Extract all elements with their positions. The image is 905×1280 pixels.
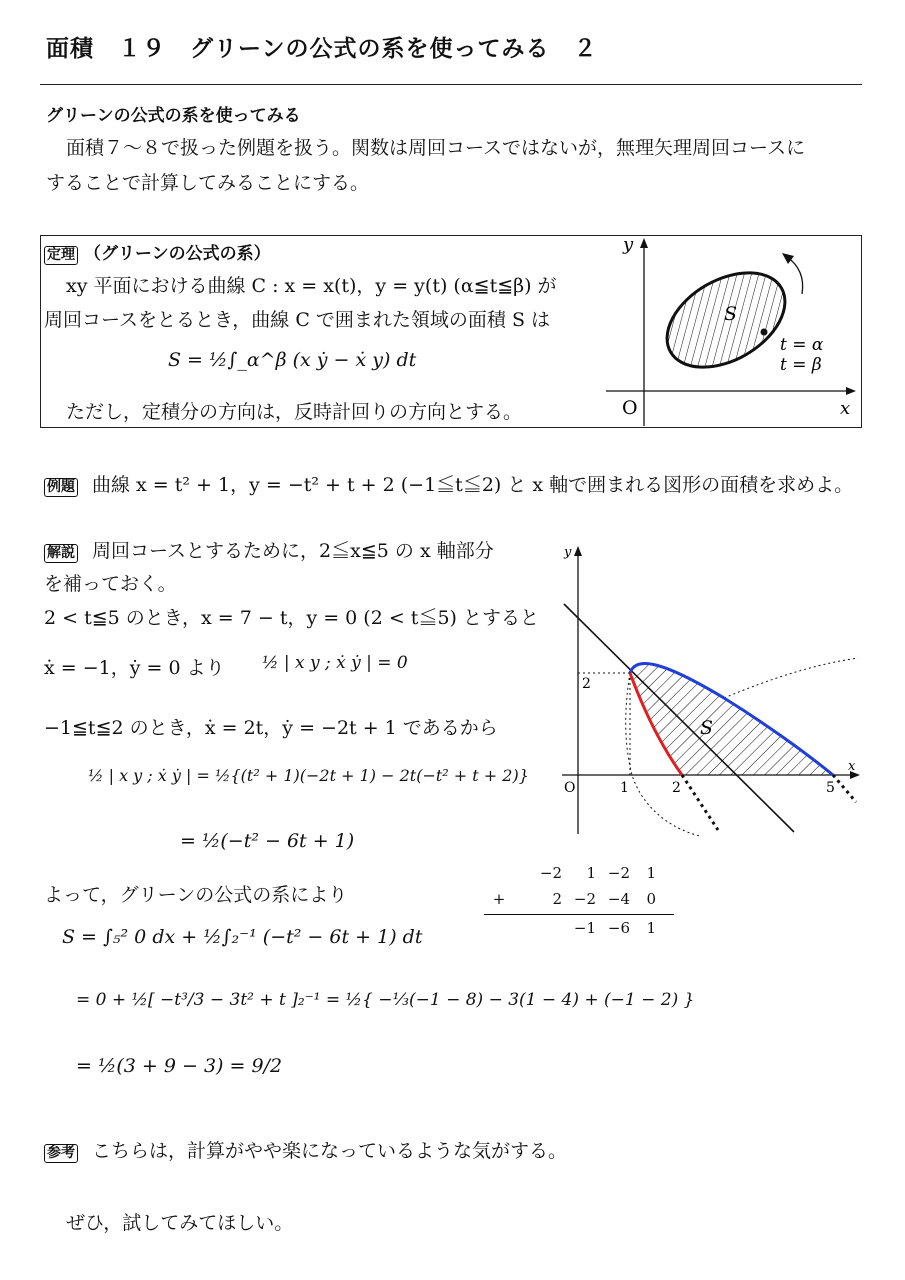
theorem-tag: 定理	[44, 246, 78, 265]
solution-tag: 解説	[44, 544, 78, 563]
fig-y-label: y	[623, 236, 634, 255]
theorem-header	[44, 239, 271, 265]
graph-dotted-extension-left	[682, 775, 718, 830]
intro-line-2: することで計算してみることにする。	[46, 172, 370, 194]
graph-y-tick-2: 2	[582, 676, 591, 692]
graph-y-arrow-icon	[574, 546, 582, 556]
graph-tick-5: 5	[826, 780, 835, 796]
note-text-2: ぜひ，試してみてほしい。	[66, 1212, 294, 1234]
fig-x-label: x	[840, 398, 851, 419]
theorem-line-2: 周回コースをとるとき，曲線 C で囲まれた領域の面積 S は	[44, 309, 551, 331]
solution-line-3: 2 < t≦5 のとき，x = 7 − t，y = 0 (2 < t≦5) とすると	[44, 607, 539, 629]
solution-line-2: を補っておく。	[44, 573, 177, 595]
solution-row	[44, 536, 494, 563]
solution-line-5: −1≦t≦2 のとき，ẋ = 2t，ẏ = −2t + 1 であるから	[44, 717, 498, 739]
title-divider	[40, 84, 862, 85]
graph-tick-2: 2	[672, 780, 681, 796]
note-tag: 参考	[44, 1144, 78, 1163]
note-row	[44, 1136, 567, 1163]
synthetic-division	[484, 860, 674, 941]
theorem-heading: （グリーンの公式の系）	[84, 244, 271, 264]
fig-x-arrow-icon	[846, 387, 856, 395]
graph-line	[564, 604, 794, 832]
theorem-formula: S = ½∫_α^β (x ẏ − ẋ y) dt	[168, 349, 417, 371]
graph-area-label: S	[700, 717, 714, 739]
theorem-line-3: ただし，定積分の方向は，反時計回りの方向とする。	[66, 401, 523, 423]
fig-origin-label: O	[622, 397, 638, 419]
section-heading: グリーンの公式の系を使ってみる	[46, 106, 301, 126]
fig-t-beta-label: t = β	[780, 355, 822, 375]
theorem-line-1: xy 平面における曲線 C : x = x(t)，y = y(t) (α≦t≦β) が	[66, 275, 557, 297]
note-text: こちらは，計算がやや楽になっているような気がする。	[92, 1140, 568, 1162]
graph-dotted-extension-right	[833, 775, 856, 802]
intro-line-1: 面積７～８で扱った例題を扱う。関数は周回コースではないが，無理矢理周回コースに	[66, 137, 806, 159]
solution-line-4: ẋ = −1，ẏ = 0 より	[44, 657, 225, 679]
synthetic-row-1: −2 1 −2 1	[539, 864, 656, 882]
example-row	[44, 470, 853, 497]
theorem-figure	[600, 236, 860, 428]
graph-shaded-region	[630, 663, 833, 775]
page-title: 面積 １９ グリーンの公式の系を使ってみる ２	[46, 36, 598, 62]
synthetic-row-2: + 2 −2 −4 0	[492, 890, 656, 908]
fig-rotation-arrow-icon	[782, 253, 794, 264]
graph-tick-1: 1	[620, 780, 629, 796]
solution-line-6: よって，グリーンの公式の系により	[44, 884, 348, 906]
determinant-2: ½ | x y ; ẋ ẏ | = ½{(t² + 1)(−2t + 1) − 2t(−t² + t + 2)}	[88, 766, 529, 785]
example-text: 曲線 x = t² + 1，y = −t² + t + 2 (−1≦t≦2) と x 軸で囲まれる図形の面積を求めよ。	[92, 474, 854, 496]
graph-y-label: y	[564, 545, 572, 560]
equation-s2: = 0 + ½[ −t³/3 − 3t² + t ]₂⁻¹ = ½{ −⅓(−1 − 8) − 3(1 − 4) + (−1 − 2) }	[76, 990, 695, 1010]
synthetic-row-3: −1 −6 1	[573, 919, 656, 937]
determinant-1: ½ | x y ; ẋ ẏ | = 0	[262, 653, 408, 673]
equation-s3: = ½(3 + 9 − 3) = 9/2	[76, 1055, 283, 1077]
fig-t-alpha-label: t = α	[780, 335, 824, 355]
fig-start-point	[761, 329, 768, 336]
equation-2: = ½(−t² − 6t + 1)	[180, 830, 355, 852]
solution-graph	[558, 540, 868, 840]
fig-area-label: S	[724, 303, 738, 325]
graph-origin-label: O	[564, 780, 576, 796]
fig-y-arrow-icon	[640, 238, 648, 248]
example-tag: 例題	[44, 478, 78, 497]
equation-s1: S = ∫₅² 0 dx + ½∫₂⁻¹ (−t² − 6t + 1) dt	[62, 926, 423, 948]
solution-line-1: 周回コースとするために，2≦x≦5 の x 軸部分	[92, 540, 494, 562]
graph-dotted-parabola-upper	[724, 658, 858, 698]
graph-x-label: x	[848, 759, 856, 774]
